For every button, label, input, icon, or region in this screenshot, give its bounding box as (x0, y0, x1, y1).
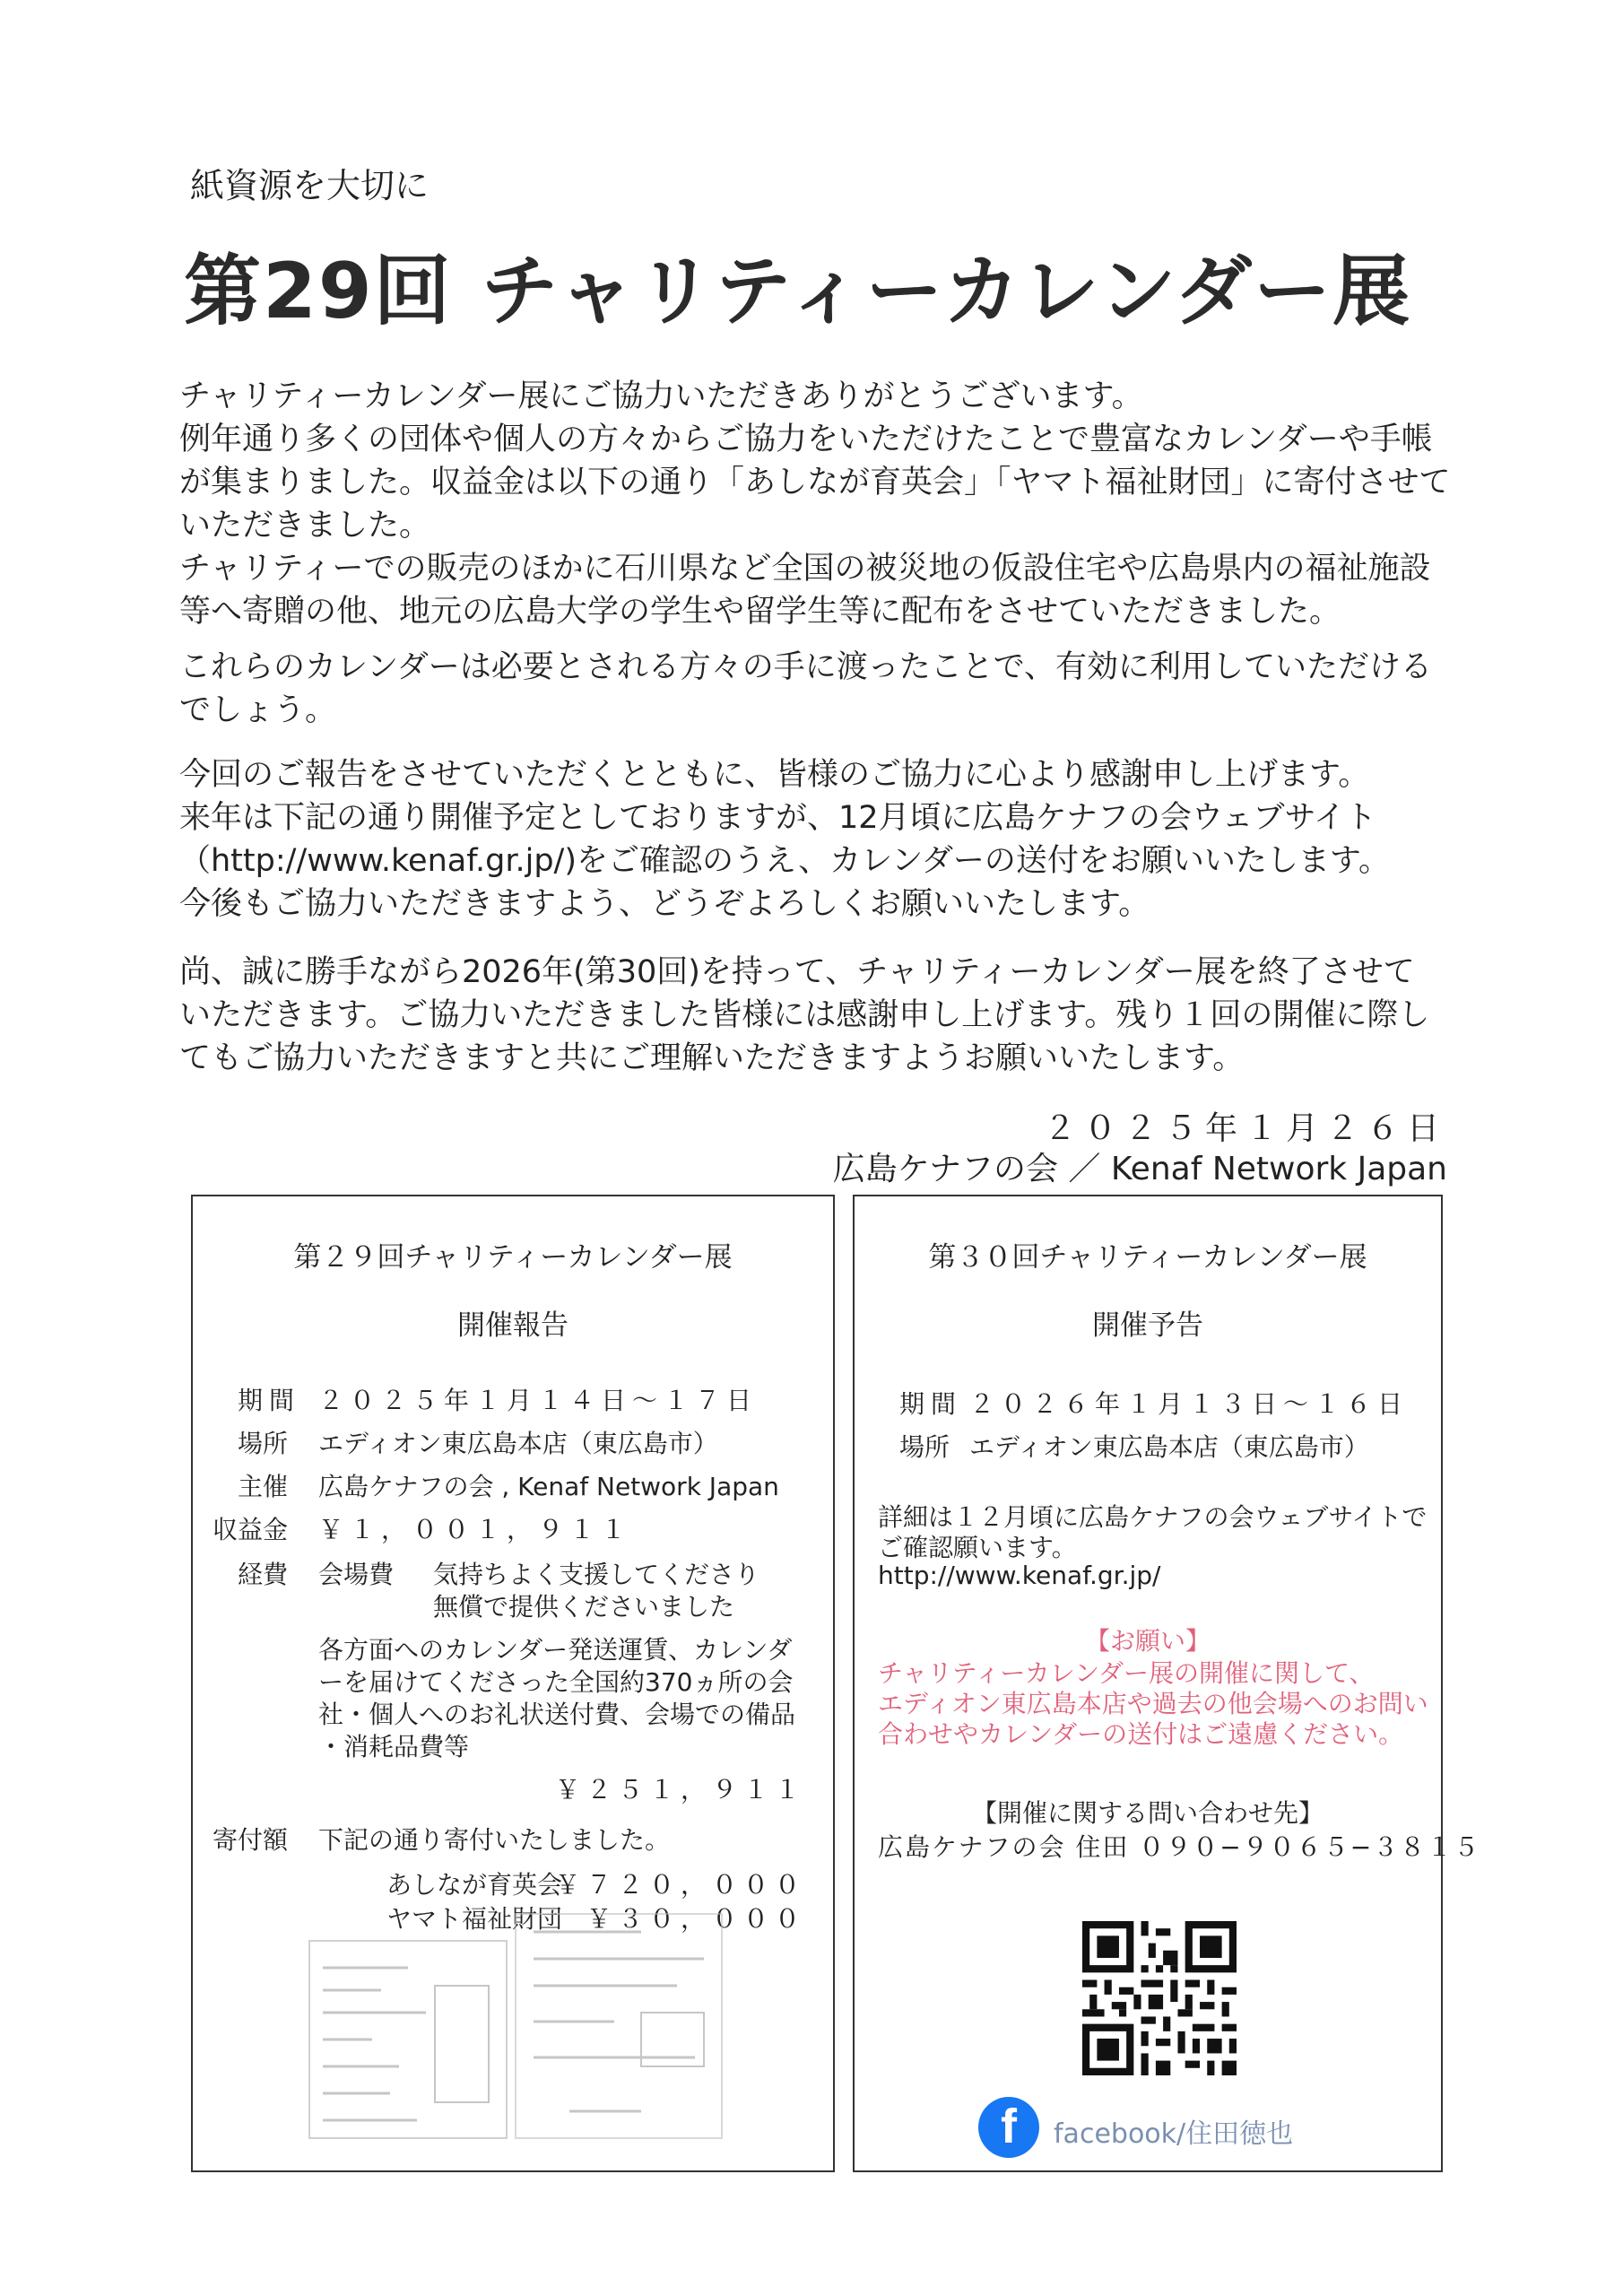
venue-note-line: 気持ちよく支援してくださり (433, 1560, 760, 1589)
shipping-note-line: 各方面へのカレンダー発送運賃、カレンダ (318, 1635, 793, 1665)
proceeds-value: ￥１，００１，９１１ (318, 1515, 633, 1544)
text-line: てもご協力いただきますと共にご理解いただきますようお願いいたします。 (179, 1040, 1245, 1076)
text-line: （http://www.kenaf.gr.jp/)をご確認のうえ、カレンダーの送付をお願いいたします。 (179, 843, 1391, 879)
signature-date: ２０２５年１月２６日 (1043, 1110, 1447, 1147)
text-line: いただきました。 (179, 508, 431, 544)
shipping-note-line: 社・個人へのお礼状送付費、会場での備品 (318, 1700, 796, 1729)
request-heading: 【お願い】 (1084, 1626, 1211, 1656)
text-line: いただきます。ご協力いただきました皆様には感謝申し上げます。残り１回の開催に際し (179, 997, 1430, 1033)
text-line: が集まりました。収益金は以下の通り「あしなが育英会」「ヤマト福祉財団」に寄付させて (179, 465, 1451, 500)
venue-note-line: 無償で提供くださいました (433, 1592, 735, 1622)
page-subtitle: 紙資源を大切に (190, 166, 430, 205)
shipping-note-line: ・消耗品費等 (318, 1732, 470, 1761)
text-line: 例年通り多くの団体や個人の方々からご協力をいただけたことで豊富なカレンダーや手帳 (179, 422, 1433, 457)
report-box (191, 1195, 835, 2172)
period-label: 期間 (899, 1389, 963, 1419)
host-value: 広島ケナフの会 , Kenaf Network Japan (318, 1472, 779, 1501)
closing-paragraph (179, 951, 1471, 1080)
text-line: でしょう。 (179, 692, 337, 728)
donation-label: 寄付額 (213, 1825, 289, 1855)
period-value: ２０２６年１月１３日～１６日 (969, 1389, 1410, 1419)
period-label: 期間 (238, 1386, 301, 1415)
text-line: チャリティーでの販売のほかに石川県など全国の被災地の仮設住宅や広島県内の福祉施設 (179, 551, 1431, 587)
text-line: 今回のご報告をさせていただくとともに、皆様のご協力に心より感謝申し上げます。 (179, 757, 1370, 793)
website-link[interactable]: http://www.kenaf.gr.jp/ (878, 1561, 1161, 1590)
donation-note: 下記の通り寄付いたしました。 (318, 1825, 671, 1855)
donation-name: ヤマト福祉財団 (386, 1904, 563, 1934)
text-line: これらのカレンダーは必要とされる方々の手に渡ったことで、有効に利用していただける (179, 649, 1433, 685)
contact-info: 広島ケナフの会 住田 ０９０−９０６５−３８１５ (878, 1832, 1481, 1862)
venue-label: 会場費 (318, 1560, 395, 1589)
expense-total: ￥２５１，９１１ (554, 1775, 806, 1805)
usage-paragraph (179, 646, 1471, 732)
signature-org: 広島ケナフの会 ／ Kenaf Network Japan (832, 1151, 1447, 1187)
proceeds-label: 収益金 (213, 1515, 289, 1544)
place-label: 場所 (899, 1432, 950, 1462)
place-label: 場所 (238, 1429, 289, 1458)
period-value: ２０２５年１月１４日～１７日 (318, 1386, 759, 1415)
request-line: エディオン東広島本店や過去の他会場へのお問い (878, 1689, 1428, 1718)
text-line: チャリティーカレンダー展にご協力いただきありがとうございます。 (179, 378, 1143, 414)
detail-line: 詳細は１２月頃に広島ケナフの会ウェブサイトで (878, 1502, 1428, 1532)
request-line: 合わせやカレンダーの送付はご遠慮ください。 (878, 1719, 1404, 1749)
page-title: 第29回 チャリティーカレンダー展 (184, 247, 1412, 336)
thanks-paragraph (179, 753, 1471, 926)
expense-label: 経費 (238, 1560, 289, 1589)
intro-paragraph (179, 375, 1471, 633)
contact-heading: 【開催に関する問い合わせ先】 (971, 1798, 1324, 1828)
place-value: エディオン東広島本店（東広島市） (969, 1432, 1369, 1462)
facebook-label[interactable]: facebook/住田徳也 (1054, 2118, 1294, 2150)
text-line: 等へ寄贈の他、地元の広島大学の学生や留学生等に配布をさせていただきました。 (179, 594, 1341, 630)
facebook-icon[interactable]: f (978, 2097, 1039, 2158)
donation-amount: ￥７２０，０００ (554, 1870, 806, 1900)
preview-box (853, 1195, 1481, 2172)
shipping-note-line: ーを届けてくださった全国約370ヵ所の会 (318, 1667, 794, 1697)
donation-name: あしなが育英会 (386, 1870, 563, 1900)
report-subtitle: 開催報告 (457, 1309, 568, 1342)
donation-amount: ￥３０，０００ (586, 1904, 806, 1934)
qr-code-icon[interactable] (1082, 1921, 1237, 2075)
detail-line: ご確認願います。 (878, 1533, 1077, 1562)
text-line: 今後もご協力いただきますよう、どうぞよろしくお願いいたします。 (179, 886, 1150, 922)
text-line: 尚、誠に勝手ながら2026年(第30回)を持って、チャリティーカレンダー展を終了させて (179, 954, 1415, 990)
place-value: エディオン東広島本店（東広島市） (318, 1429, 718, 1458)
request-line: チャリティーカレンダー展の開催に関して、 (878, 1658, 1375, 1688)
preview-subtitle: 開催予告 (1092, 1309, 1203, 1342)
report-title: 第２９回チャリティーカレンダー展 (293, 1241, 733, 1274)
receipt-image (300, 1905, 731, 2147)
host-label: 主催 (238, 1472, 289, 1501)
preview-title: 第３０回チャリティーカレンダー展 (928, 1241, 1367, 1274)
text-line: 来年は下記の通り開催予定としておりますが、12月頃に広島ケナフの会ウェブサイト (179, 800, 1376, 836)
